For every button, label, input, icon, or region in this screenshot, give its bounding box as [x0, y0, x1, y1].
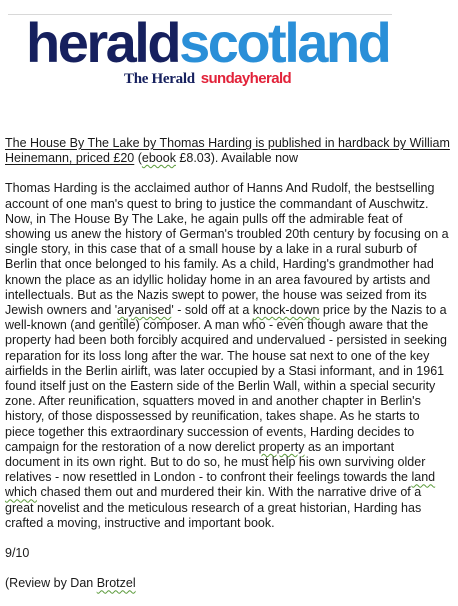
- body-text-3: price by the Nazis to a well-known (and gentile) composer. A man who - even though aware that the property had been both forcibly acquired and undervalued - persisted in seeking reparation for its loss long after the war. The house sat next to one of the key airfields in the Berlin airlift, was later occupied by a Stasi informant, and in 1961 found itself just on the Eastern side of the Berlin Wall, within a special security zone. After reunification, squatters moved in and another chapter in Berlin's history, of those dispossessed by reunification, takes shape. As he starts to piece together this extraordinary succession of events, Harding decides to campaign for the restoration of a now derelict: [5, 303, 447, 454]
- spellcheck-land-which: land which: [5, 470, 436, 500]
- lead-text-b: £8.03). Available now: [175, 151, 299, 166]
- ebook-word: ebook: [141, 151, 176, 166]
- logo-herald-text: herald: [26, 11, 180, 74]
- body-text-4: as an important document in its own right. But to do so, he must help his own surviving older relatives - now resettled in London - to confront their feelings towards the: [5, 439, 426, 485]
- body-text-2: ' - sold off at a: [171, 303, 253, 318]
- body-text-5: chased them out and murdered their kin. With the narrative drive of a great novelist and the meticulous research of a great historian, Harding has crafted a moving, instructive and important book.: [5, 485, 422, 530]
- the-herald-brand: The Herald: [124, 71, 195, 87]
- lead-text-a: (: [134, 151, 142, 166]
- logo-subbrands: [124, 71, 291, 87]
- sunday-herald-brand: sundayherald: [200, 70, 292, 87]
- article-content: [5, 136, 451, 606]
- book-details-link[interactable]: The House By The Lake by Thomas Harding is published in hardback by William Heinemann, priced £20: [5, 136, 450, 166]
- review-body: [5, 181, 451, 531]
- spellcheck-property: property: [258, 439, 305, 454]
- reviewer-prefix: (Review by Dan: [5, 576, 97, 591]
- reviewer-credit: [5, 576, 451, 591]
- heraldscotland-logo[interactable]: [26, 11, 390, 101]
- spellcheck-knockdown: knock-down: [252, 303, 320, 318]
- logo-wordmark: [26, 11, 390, 74]
- rating: 9/10: [5, 546, 30, 561]
- reviewer-name: Brotzel: [96, 576, 136, 591]
- spellcheck-aryanised: aryanised: [117, 303, 172, 318]
- logo-scotland-text: scotland: [179, 11, 390, 74]
- body-text-1: Thomas Harding is the acclaimed author of Hanns And Rudolf, the bestselling account of one man's quest to bring to justice the commandant of Auschwitz. Now, in The House By The Lake, he again pulls off the admirable feat of showing us anew the history of German's troubled 20th century by focusing on a single story, in this case that of a small house by a lake in a rural suburb of Berlin that once belonged to his family. As a child, Harding's grandmother had known the place as an idyllic holiday home in an area favoured by artists and intellectuals. But as the Nazis swept to power, the house was seized from its Jewish owners and ': [5, 181, 449, 318]
- article-lead: [5, 136, 451, 166]
